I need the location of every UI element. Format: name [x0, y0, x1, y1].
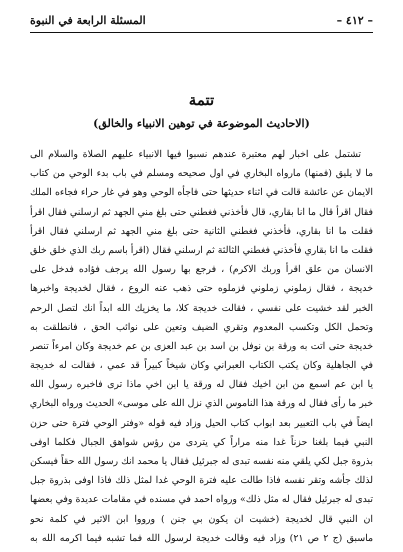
body-line: تشتمل على اخبار لهم معتبرة عندهم نسبوا فيها الانبياء عليهم الصلاة والسلام الى [30, 149, 361, 160]
body-text [30, 145, 373, 548]
body-line: لذلك جأشه وتقر نفسه فاذا طالت عليه فترة الوحي غدا لمثل ذلك فاذا اوفى بذروة جبل [30, 475, 373, 487]
body-line: ما لا يليق (فمنها) مارواه البخاري في اول صحيحه ومسلم في باب بدء الوحي من كتاب [30, 168, 373, 180]
section-title: تتمة [188, 91, 215, 109]
body-line: الانسان من علق اقرأ وربك الاكرم) ، فرجع بها رسول الله يرجف فؤاده فدخل على [30, 264, 373, 276]
body-line: فقال اقرأ قال ما انا بقاري، قال فأخذني فغطني حتى بلغ مني الجهد ثم ارسلني فقال اقرأ [30, 206, 373, 218]
body-line: تبدى له جبرئيل فقال له مثل ذلك» ورواه احمد في مسنده في مقامات عديدة وفي بعضها [30, 494, 373, 506]
body-line: ايضاً في باب التعبير بعد ابواب كتاب الحيل وزاد فيه قوله «وفتر الوحي فترة حتى حزن [30, 417, 373, 429]
body-line: خبر ما رأى فقال له ورقة هذا الناموس الذي نزل الله على موسى» الحديث ورواه البخاري [30, 398, 373, 410]
body-line: فقلت ما انا بقاري، فأخذني فغطني الثانية حتى بلغ مني الجهد ثم ارسلني فقال اقرأ [30, 225, 373, 237]
body-line: خديجة ، فقال زملوني زملوني فزملوه حتى ذهب عنه الروع ، فقال لخديجة واخبرها [30, 283, 373, 295]
page-number: – ٤١٢ – [336, 14, 373, 27]
body-line: النبي فيما بلغنا حزناً غدا منه مراراً كي يتردى من رؤس شواهق الجبال فكلما اوفى [30, 436, 373, 448]
body-line: وتحمل الكل وتكسب المعدوم وتقري الضيف وتعين على نوائب الحق ، فانطلقت به [30, 321, 373, 333]
body-line: خديجة حتى اتت به ورقة بن نوفل بن اسد بن عبد العزى بن عم خديجة وكان امرءاً تنصر [30, 340, 373, 352]
body-line: ماسبق (ج ٢ ص ٢١) وزاد فيه وقالت خديجة لرسول الله فما تشبه فيما اكرمه الله به [30, 532, 373, 544]
header-rule [30, 32, 373, 33]
body-line: بذروة جبل لكي يلقي منه نفسه تبدى له جبرئيل فقال يا محمد انك رسول الله حقاً فيسكن [30, 456, 373, 467]
section-subtitle: (الاحاديث الموضوعة في توهين الانبياء والخالق) [93, 117, 310, 130]
body-line: الخبر لقد خشيت على نفسي ، فقالت خديجة كلا، ما يخزيك الله ابداً انك لتصل الرحم [30, 302, 373, 314]
body-line: ان النبي قال لخديجة (خشيت ان يكون بي جنن ) ورووا ابن الاثير في كلمة نحو [30, 513, 373, 525]
running-header [30, 14, 373, 28]
body-line: يا ابن عم اسمع من ابن اخيك فقال له ورقة يا ابن اخي ماذا ترى فاخبره رسول الله [30, 379, 373, 391]
running-title: المسئلة الرابعة في النبوة [30, 14, 146, 27]
body-line: فقلت ما انا بقاري فأخذني فغطني الثالثة ثم ارسلني فقال (اقرأ باسم ربك الذي خلق خلق [30, 244, 373, 256]
body-line: في الجاهلية وكان يكتب الكتاب العبراني وكان شيخاً كبيراً قد عمي ، فقالت له خديجة [30, 360, 373, 372]
body-line: الايمان عن عائشة قالت في اثناء حديثها حتى فاجأه الوحي وهو في غار حراء فجاءه الملك [30, 187, 373, 199]
